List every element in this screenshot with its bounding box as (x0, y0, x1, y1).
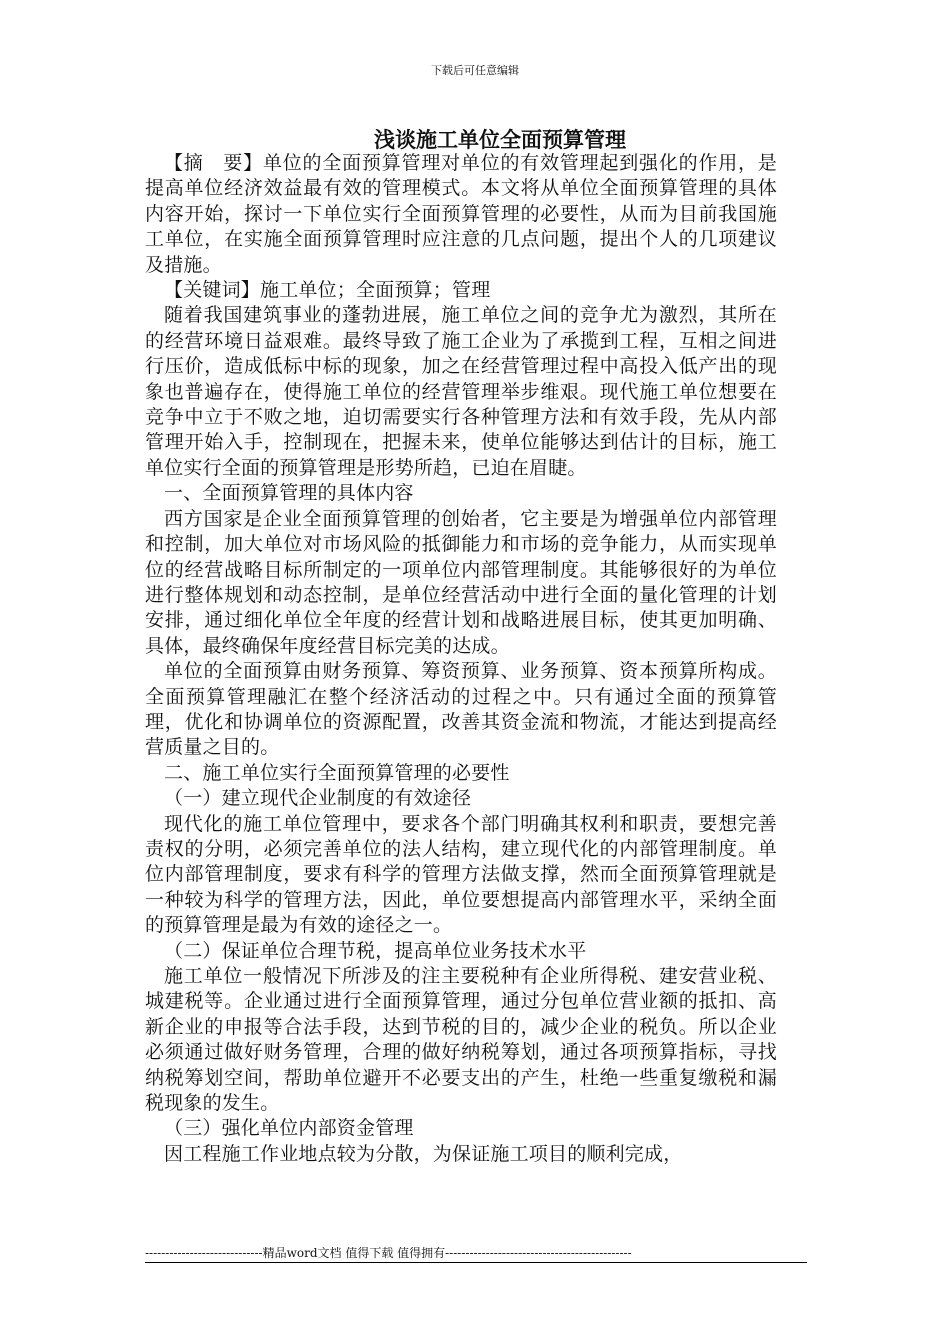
document-body (145, 151, 777, 1167)
document-title: 浅谈施工单位全面预算管理 (374, 127, 626, 152)
page-header: 下载后可任意编辑 (431, 64, 519, 77)
subsection-heading: （三）强化单位内部资金管理 (164, 1117, 414, 1140)
abstract-paragraph: 【摘 要】单位的全面预算管理对单位的有效管理起到强化的作用，是提高单位经济效益最有效的管理模式。本文将从单位全面预算管理的具体内容开始，探讨一下单位实行全面预算管理的必要性，从而为目前我国施工单位，在实施全面预算管理时应注意的几点问题，提出个人的几项建议及措施。 (145, 152, 777, 276)
page-footer: -----------------------------精品word文档 值得下载 值得拥有---------------------------------------------- (145, 1246, 632, 1260)
section-heading: 一、全面预算管理的具体内容 (164, 482, 414, 505)
body-paragraph: 单位的全面预算由财务预算、筹资预算、业务预算、资本预算所构成。全面预算管理融汇在整个经济活动的过程之中。只有通过全面的预算管理，优化和协调单位的资源配置，改善其资金流和物流，才能达到提高经营质量之目的。 (145, 660, 777, 759)
body-paragraph: 西方国家是企业全面预算管理的创始者，它主要是为增强单位内部管理和控制，加大单位对市场风险的抵御能力和市场的竞争能力，从而实现单位的经营战略目标所制定的一项单位内部管理制度。其能够很好的为单位进行整体规划和动态控制，是单位经营活动中进行全面的量化管理的计划安排，通过细化单位全年度的经营计划和战略进展目标，使其更加明确、具体，最终确保年度经营目标完美的达成。 (145, 507, 777, 657)
body-paragraph: 施工单位一般情况下所涉及的注主要税种有企业所得税、建安营业税、城建税等。企业通过进行全面预算管理，通过分包单位营业额的抵扣、高新企业的申报等合法手段，达到节税的目的，减少企业的税负。所以企业必须通过做好财务管理，合理的做好纳税筹划，通过各项预算指标，寻找纳税筹划空间，帮助单位避开不必要支出的产生，杜绝一些重复缴税和漏税现象的发生。 (145, 965, 777, 1115)
keywords-paragraph: 【关键词】施工单位；全面预算；管理 (164, 279, 491, 302)
body-paragraph: 随着我国建筑事业的蓬勃进展，施工单位之间的竞争尤为激烈，其所在的经营环境日益艰难。最终导致了施工企业为了承揽到工程，互相之间进行压价，造成低标中标的现象，加之在经营管理过程中高投入低产出的现象也普遍存在，使得施工单位的经营管理举步维艰。现代施工单位想要在竞争中立于不败之地，迫切需要实行各种管理方法和有效手段，先从内部管理开始入手，控制现在，把握未来，使单位能够达到估计的目标，施工单位实行全面的预算管理是形势所趋，已迫在眉睫。 (145, 304, 777, 479)
subsection-heading: （二）保证单位合理节税，提高单位业务技术水平 (164, 939, 587, 962)
body-paragraph: 因工程施工作业地点较为分散，为保证施工项目的顺利完成， (164, 1142, 683, 1165)
footer-divider (145, 1262, 807, 1263)
body-paragraph: 现代化的施工单位管理中，要求各个部门明确其权利和职责，要想完善责权的分明，必须完善单位的法人结构，建立现代化的内部管理制度。单位内部管理制度，要求有科学的管理方法做支撑，然而全面预算管理就是一种较为科学的管理方法，因此，单位要想提高内部管理水平，采纳全面的预算管理是最为有效的途径之一。 (145, 812, 777, 937)
section-heading: 二、施工单位实行全面预算管理的必要性 (164, 761, 510, 784)
subsection-heading: （一）建立现代企业制度的有效途径 (164, 787, 472, 810)
